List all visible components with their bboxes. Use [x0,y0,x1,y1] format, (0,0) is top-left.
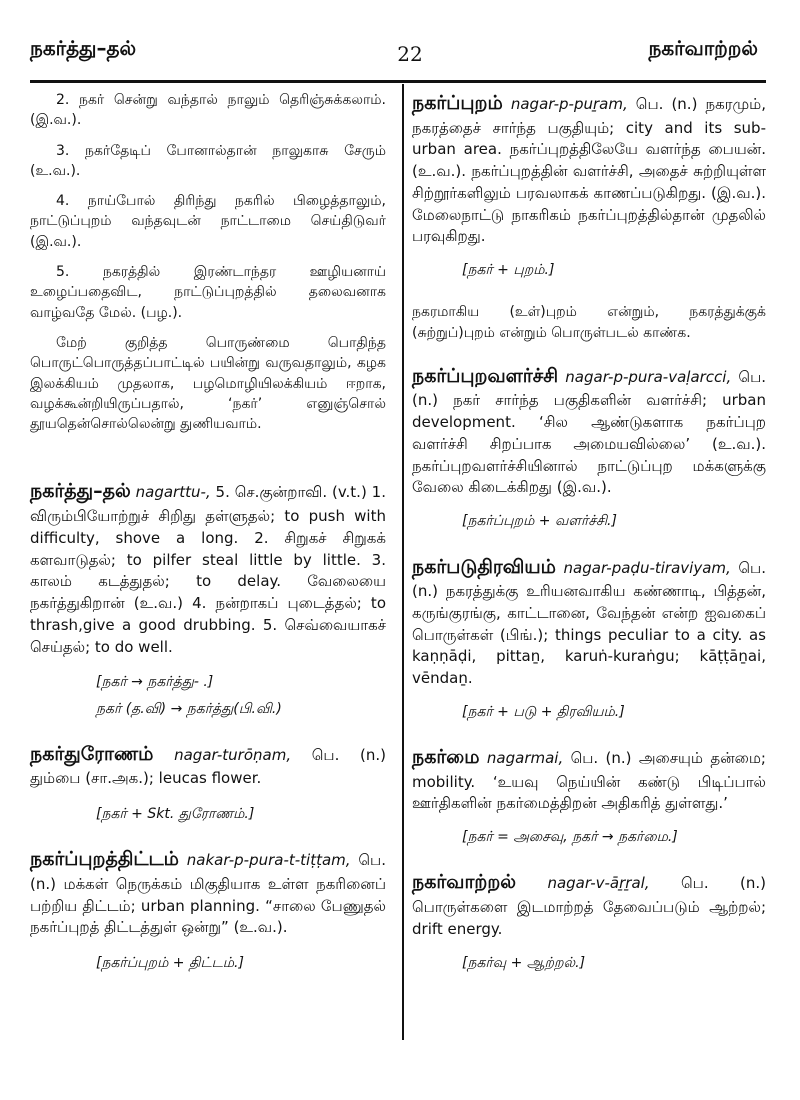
transliteration: nagarttu-, [135,483,211,502]
example-2: 2. நகர் சென்று வந்தால் நாலும் தெரிஞ்சுக்கலாம். (இ.வ.). [30,92,386,129]
etymology: [நகர் + Skt. துரோணம்.] [96,806,255,823]
dictionary-entry [412,554,766,723]
dictionary-entry [30,741,386,825]
transliteration: nagar-v-āṟṟal, [547,874,650,893]
definition: மக்கள் நெருக்கம் மிகுதியாக உள்ள நகரினைப் பற்றிய திட்டம்; urban planning. “சாலை பேணுதல் நகர்ப்புறத் திட்டத்துள் ஒன்று” (உ.வ.). [30,874,386,937]
etymology: [நகர்வு + ஆற்றல்.] [462,954,586,971]
definition: நகர் சார்ந்த பகுதிகளின் வளர்ச்சி; urban development. ‘சில ஆண்டுகளாக நகர்ப்புற வளர்ச்சி சிறப்பாக அமையவில்லை’ (உ.வ.). நகர்ப்புறவளர்ச்சியினால் நாட்டுப்புற மக்களுக்கு வேலை கிடைக்கிறது (இ.வ.). [412,391,766,497]
example-5: 5. நகரத்தில் இரண்டாந்தர ஊழியனாய் உழைப்பதைவிட, நாட்டுப்புறத்தில் தலைவனாக வாழ்வதே மேல். (பழ.). [30,264,386,321]
headword: நகர்துரோணம் [30,742,154,765]
column-divider [402,84,404,1040]
entry-note: நகரமாகிய (உள்)புறம் என்றும், நகரத்துக்குக் (சுற்றுப்)புறம் என்றும் பொருள்படல் காண்க. [412,304,766,341]
part-of-speech: பெ. (n.) [412,558,766,601]
part-of-speech: பெ. (n.) [570,749,632,768]
etymology-paragraph: மேற் குறித்த பொருண்மை பொதிந்த பொருட்பொருத்தப்பாட்டில் பயின்று வருவதாலும், கழக இலக்கியம் முதலாக, பழமொழியிலக்கியம் ஈறாக, வழக்கூன்றியிருப்பதால், ‘நகர்’ எனுஞ்சொல் தூயதென்சொல்லென்று துணியவாம். [30,334,386,433]
part-of-speech: பெ. (n.) [681,874,766,893]
definition: தும்பை (சா.அக.); leucas flower. [30,769,262,788]
headword: நகர்த்து–தல் [30,480,131,503]
definition: பொருள்களை இடமாற்றத் தேவைப்படும் ஆற்றல்; drift energy. [412,898,766,938]
etymology: [நகர் = அசைவு, நகர் → நகர்மை.] [462,829,678,846]
definition: நகரத்துக்கு உரியனவாகிய கண்ணாடி, பித்தன், கருங்குரங்கு, காட்டானை, வேந்தன் என்ற ஐவகைப் பொருள்கள் (பிங்.); things peculiar to a city. as kaṇṇāḍi, pittaṉ, karuṅ-kuraṅgu; kāṭṭāṉai, vēndaṉ. [412,582,766,688]
etymology: [நகர் → நகர்த்து- .] [96,674,214,691]
etymology: [நகர்ப்புறம் + வளர்ச்சி.] [462,513,617,530]
transliteration: nagar-p-puṟam, [510,95,628,113]
example-4: 4. நாய்போல் திரிந்து நகரில் பிழைத்தாலும், நாட்டுப்புறம் வந்தவுடன் நாட்டாமை செய்திடுவர் (இ.வ.). [30,193,386,250]
etymology: [நகர் + படு + திரவியம்.] [462,703,625,720]
header-rule [30,80,766,83]
dictionary-entry [412,363,766,532]
part-of-speech: பெ. (n.) [635,95,698,113]
headword: நகர்ப்புறம் [412,92,503,114]
dictionary-entry [412,90,766,343]
dictionary-entry [30,478,386,718]
headword: நகர்படுதிரவியம் [412,555,556,578]
transliteration: nagarmai, [486,749,564,768]
definition: அசையும் தன்மை; mobility. ‘உயவு நெய்யின் கண்டு பிடிப்பால் ஊர்திகளின் நகர்மைத்திறன் அதிகரித் துள்ளது.’ [412,749,766,813]
headword: நகர்ப்புறவளர்ச்சி [412,364,559,387]
right-column [412,90,766,995]
page-header [0,0,800,66]
left-column [30,90,386,996]
page-number: 22 [397,42,423,66]
etymology: நகர் (த.வி) → நகர்த்து(பி.வி.) [96,700,282,717]
transliteration: nagar-turōṇam, [174,745,292,764]
example-3: 3. நகர்தேடிப் போனால்தான் நாலுகாசு சேரும் (உ.வ.). [30,142,386,179]
dictionary-entry [412,744,766,847]
headword: நகர்ப்புறத்திட்டம் [30,848,179,871]
dictionary-entry [30,846,386,973]
part-of-speech: 5. செ.குன்றாவி. (v.t.) [215,483,367,502]
running-head-right: நகர்வாற்றல் [648,36,758,60]
headword: நகர்மை [412,746,480,769]
running-head-left: நகர்த்து–தல் [30,36,137,60]
dictionary-entry [412,869,766,972]
part-of-speech: பெ. (n.) [30,851,386,893]
headword: நகர்வாற்றல் [412,871,517,894]
part-of-speech: பெ. (n.) [412,367,766,410]
part-of-speech: பெ. (n.) [311,745,386,764]
transliteration: nagar-paḍu-tiraviyam, [563,558,731,577]
transliteration: nakar-p-pura-t-tiṭṭam, [186,851,351,870]
definition: நகரமும், நகரத்தைச் சார்ந்த பகுதியும்; city and its sub-urban area. நகர்ப்புறத்திலேயே வளர்ந்த பையன். (உ.வ.). நகர்ப்புறத்தின் வளர்ச்சி, அதைச் சுற்றியுள்ள சிற்றூர்களிலும் பரவலாகக் காணப்படுகிறது. (இ.வ.). மேலைநாட்டு நாகரிகம் நகர்ப்புறத்தில்தான் முதலில் பரவுகிறது. [412,95,766,246]
definition: 1. விரும்பியோற்றுச் சிறிது தள்ளுதல்; to push with difficulty, shove a long. 2. சிறுகச் சிறுகக் களவாடுதல்; to pilfer steal little by little. 3. காலம் கடத்துதல்; to delay. வேலையை நகர்த்துகிறான் (உ.வ.) 4. நன்றாகப் புடைத்தல்; to thrash,give a good drubbing. 5. செவ்வையாகச் செய்தல்; to do well. [30,483,386,656]
etymology: [நகர் + புறம்.] [462,262,555,279]
etymology: [நகர்ப்புறம் + திட்டம்.] [96,955,244,972]
transliteration: nagar-p-pura-vaḷarcci, [565,367,732,386]
